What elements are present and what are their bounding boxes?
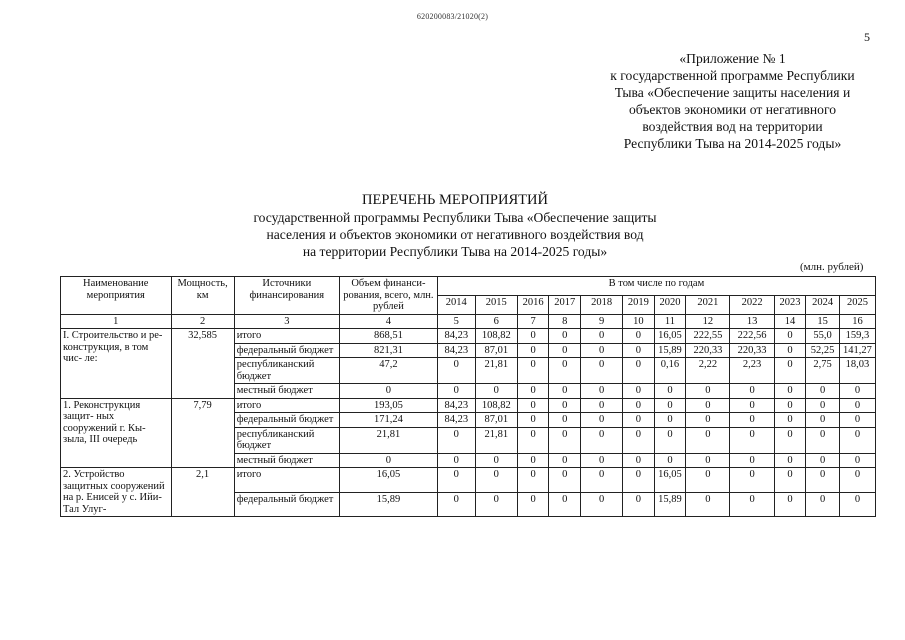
year-value: 222,56 [730, 329, 774, 344]
measure-capacity: 7,79 [171, 398, 234, 468]
column-number: 1 [61, 314, 172, 329]
column-number: 4 [339, 314, 437, 329]
year-value: 0 [774, 343, 806, 358]
header-year: 2016 [517, 295, 549, 314]
funding-total: 16,05 [339, 468, 437, 493]
table-row [61, 468, 876, 493]
year-value: 0 [437, 384, 475, 399]
year-value: 0 [730, 492, 774, 517]
year-value: 0 [517, 427, 549, 453]
year-value: 2,75 [806, 358, 840, 384]
column-number: 11 [654, 314, 686, 329]
title-line-1: ПЕРЕЧЕНЬ МЕРОПРИЯТИЙ [362, 192, 548, 208]
funding-source: итого [234, 398, 339, 413]
header-year: 2024 [806, 295, 840, 314]
year-value: 0 [581, 384, 623, 399]
year-value: 0 [623, 398, 655, 413]
year-value: 84,23 [437, 398, 475, 413]
header-year: 2023 [774, 295, 806, 314]
title-line-4: на территории Республики Тыва на 2014-2025 годы» [302, 244, 608, 259]
year-value: 0 [475, 384, 517, 399]
year-value: 0 [517, 413, 549, 428]
year-value: 0 [774, 453, 806, 468]
year-value: 0 [774, 413, 806, 428]
table-row [61, 329, 876, 344]
header-year: 2019 [623, 295, 655, 314]
year-value: 0 [730, 384, 774, 399]
document-code: 620200083/21020(2) [416, 12, 489, 21]
year-value: 220,33 [730, 343, 774, 358]
funding-total: 821,31 [339, 343, 437, 358]
year-value: 0 [806, 453, 840, 468]
year-value: 0 [549, 468, 581, 493]
year-value: 0 [839, 453, 875, 468]
appendix-line: воздействия вод на территории [642, 119, 823, 134]
year-value: 21,81 [475, 427, 517, 453]
year-value: 0 [517, 453, 549, 468]
year-value: 108,82 [475, 329, 517, 344]
measure-name: 1. Реконструкция защит- ных сооружений г. Кы- зыла, III очередь [61, 398, 172, 468]
year-value: 0 [517, 343, 549, 358]
funding-source: федеральный бюджет [234, 343, 339, 358]
year-value: 0 [475, 453, 517, 468]
year-value: 0 [730, 413, 774, 428]
year-value: 0 [730, 468, 774, 493]
column-number: 10 [623, 314, 655, 329]
funding-source: местный бюджет [234, 453, 339, 468]
year-value: 220,33 [686, 343, 730, 358]
year-value: 0 [437, 453, 475, 468]
year-value: 18,03 [839, 358, 875, 384]
year-value: 0 [686, 468, 730, 493]
header-year: 2025 [839, 295, 875, 314]
year-value: 0 [806, 384, 840, 399]
year-value: 0 [686, 413, 730, 428]
year-value: 108,82 [475, 398, 517, 413]
title-line-3: населения и объектов экономики от негативного воздействия вод [266, 227, 644, 242]
year-value: 0 [517, 384, 549, 399]
year-value: 141,27 [839, 343, 875, 358]
column-number: 15 [806, 314, 840, 329]
year-value: 0 [517, 492, 549, 517]
appendix-line: объектов экономики от негативного [628, 102, 836, 117]
header-year: 2018 [581, 295, 623, 314]
header-name: Наименование мероприятия [61, 277, 172, 315]
header-year: 2020 [654, 295, 686, 314]
year-value: 0 [774, 358, 806, 384]
year-value: 222,55 [686, 329, 730, 344]
year-value: 0 [581, 453, 623, 468]
year-value: 0 [549, 492, 581, 517]
year-value: 0 [730, 398, 774, 413]
header-year: 2021 [686, 295, 730, 314]
year-value: 0 [774, 329, 806, 344]
year-value: 0 [549, 427, 581, 453]
column-number: 6 [475, 314, 517, 329]
column-number: 14 [774, 314, 806, 329]
funding-total: 47,2 [339, 358, 437, 384]
year-value: 0 [549, 343, 581, 358]
year-value: 0 [549, 384, 581, 399]
funding-total: 868,51 [339, 329, 437, 344]
header-year: 2015 [475, 295, 517, 314]
measures-table [60, 276, 876, 517]
year-value: 0 [517, 329, 549, 344]
year-value: 16,05 [654, 329, 686, 344]
year-value: 0 [581, 427, 623, 453]
year-value: 0 [839, 468, 875, 493]
year-value: 0 [437, 492, 475, 517]
title-line-2: государственной программы Республики Тыва «Обеспечение защиты [253, 210, 657, 225]
year-value: 0 [839, 413, 875, 428]
year-value: 0 [581, 398, 623, 413]
header-year: 2017 [549, 295, 581, 314]
funding-source: республиканский бюджет [234, 358, 339, 384]
year-value: 0 [437, 468, 475, 493]
year-value: 0 [623, 413, 655, 428]
year-value: 15,89 [654, 343, 686, 358]
year-value: 0 [806, 468, 840, 493]
year-value: 0 [581, 468, 623, 493]
year-value: 84,23 [437, 343, 475, 358]
year-value: 0 [806, 492, 840, 517]
year-value: 0 [623, 343, 655, 358]
year-value: 0 [806, 427, 840, 453]
year-value: 0 [839, 427, 875, 453]
year-value: 0 [623, 453, 655, 468]
year-value: 0 [517, 468, 549, 493]
funding-total: 171,24 [339, 413, 437, 428]
year-value: 0 [839, 398, 875, 413]
year-value: 0 [806, 413, 840, 428]
year-value: 0 [686, 398, 730, 413]
year-value: 0 [654, 427, 686, 453]
column-number: 9 [581, 314, 623, 329]
year-value: 0 [686, 453, 730, 468]
page-number: 5 [864, 30, 870, 44]
year-value: 0 [730, 453, 774, 468]
year-value: 0 [581, 413, 623, 428]
column-number: 12 [686, 314, 730, 329]
header-capacity: Мощность, км [171, 277, 234, 315]
year-value: 0 [686, 492, 730, 517]
funding-source: итого [234, 329, 339, 344]
table-row [61, 398, 876, 413]
funding-total: 193,05 [339, 398, 437, 413]
column-number: 3 [234, 314, 339, 329]
funding-total: 21,81 [339, 427, 437, 453]
year-value: 0 [549, 398, 581, 413]
year-value: 0 [686, 384, 730, 399]
year-value: 0 [774, 427, 806, 453]
measure-capacity: 2,1 [171, 468, 234, 517]
year-value: 0 [623, 427, 655, 453]
year-value: 2,23 [730, 358, 774, 384]
year-value: 15,89 [654, 492, 686, 517]
year-value: 159,3 [839, 329, 875, 344]
appendix-line: Республики Тыва на 2014-2025 годы» [623, 136, 842, 151]
year-value: 87,01 [475, 343, 517, 358]
measure-capacity: 32,585 [171, 329, 234, 399]
year-value: 0 [475, 468, 517, 493]
document-title [150, 192, 760, 260]
funding-total: 15,89 [339, 492, 437, 517]
measure-name: I. Строительство и ре- конструкция, в том чис- ле: [61, 329, 172, 399]
year-value: 0 [581, 492, 623, 517]
year-value: 0 [654, 384, 686, 399]
funding-total: 0 [339, 453, 437, 468]
year-value: 2,22 [686, 358, 730, 384]
year-value: 0 [623, 358, 655, 384]
year-value: 0 [654, 398, 686, 413]
year-value: 0 [774, 468, 806, 493]
year-value: 0 [654, 413, 686, 428]
year-value: 0,16 [654, 358, 686, 384]
funding-source: местный бюджет [234, 384, 339, 399]
year-value: 0 [623, 329, 655, 344]
year-value: 0 [549, 329, 581, 344]
year-value: 0 [774, 398, 806, 413]
year-value: 0 [437, 427, 475, 453]
header-year: 2014 [437, 295, 475, 314]
header-years-group: В том числе по годам [437, 277, 875, 296]
year-value: 55,0 [806, 329, 840, 344]
funding-source: республиканский бюджет [234, 427, 339, 453]
units-label: (млн. рублей) [800, 261, 864, 273]
year-value: 0 [839, 492, 875, 517]
year-value: 0 [654, 453, 686, 468]
column-number: 5 [437, 314, 475, 329]
funding-source: федеральный бюджет [234, 492, 339, 517]
year-value: 0 [623, 384, 655, 399]
year-value: 0 [549, 358, 581, 384]
year-value: 0 [437, 358, 475, 384]
appendix-heading [560, 50, 905, 152]
year-value: 0 [774, 492, 806, 517]
year-value: 0 [581, 343, 623, 358]
header-year: 2022 [730, 295, 774, 314]
header-sources: Источники финансирования [234, 277, 339, 315]
year-value: 0 [581, 358, 623, 384]
year-value: 0 [517, 398, 549, 413]
column-number: 2 [171, 314, 234, 329]
appendix-line: Тыва «Обеспечение защиты населения и [614, 85, 851, 100]
year-value: 87,01 [475, 413, 517, 428]
year-value: 84,23 [437, 329, 475, 344]
year-value: 16,05 [654, 468, 686, 493]
year-value: 0 [806, 398, 840, 413]
year-value: 0 [549, 413, 581, 428]
year-value: 0 [839, 384, 875, 399]
year-value: 0 [581, 329, 623, 344]
year-value: 21,81 [475, 358, 517, 384]
appendix-line: «Приложение № 1 [679, 51, 786, 66]
column-number: 16 [839, 314, 875, 329]
funding-source: федеральный бюджет [234, 413, 339, 428]
year-value: 52,25 [806, 343, 840, 358]
year-value: 0 [517, 358, 549, 384]
year-value: 0 [475, 492, 517, 517]
column-number: 7 [517, 314, 549, 329]
funding-total: 0 [339, 384, 437, 399]
appendix-line: к государственной программе Республики [610, 68, 855, 83]
year-value: 0 [774, 384, 806, 399]
column-number: 8 [549, 314, 581, 329]
header-volume: Объем финанси- рования, всего, млн. рублей [339, 277, 437, 315]
year-value: 84,23 [437, 413, 475, 428]
measure-name: 2. Устройство защитных сооружений на р. Енисей у с. Ийи-Тал Улуг- [61, 468, 172, 517]
column-number: 13 [730, 314, 774, 329]
year-value: 0 [686, 427, 730, 453]
year-value: 0 [730, 427, 774, 453]
funding-source: итого [234, 468, 339, 493]
year-value: 0 [549, 453, 581, 468]
year-value: 0 [623, 468, 655, 493]
year-value: 0 [623, 492, 655, 517]
